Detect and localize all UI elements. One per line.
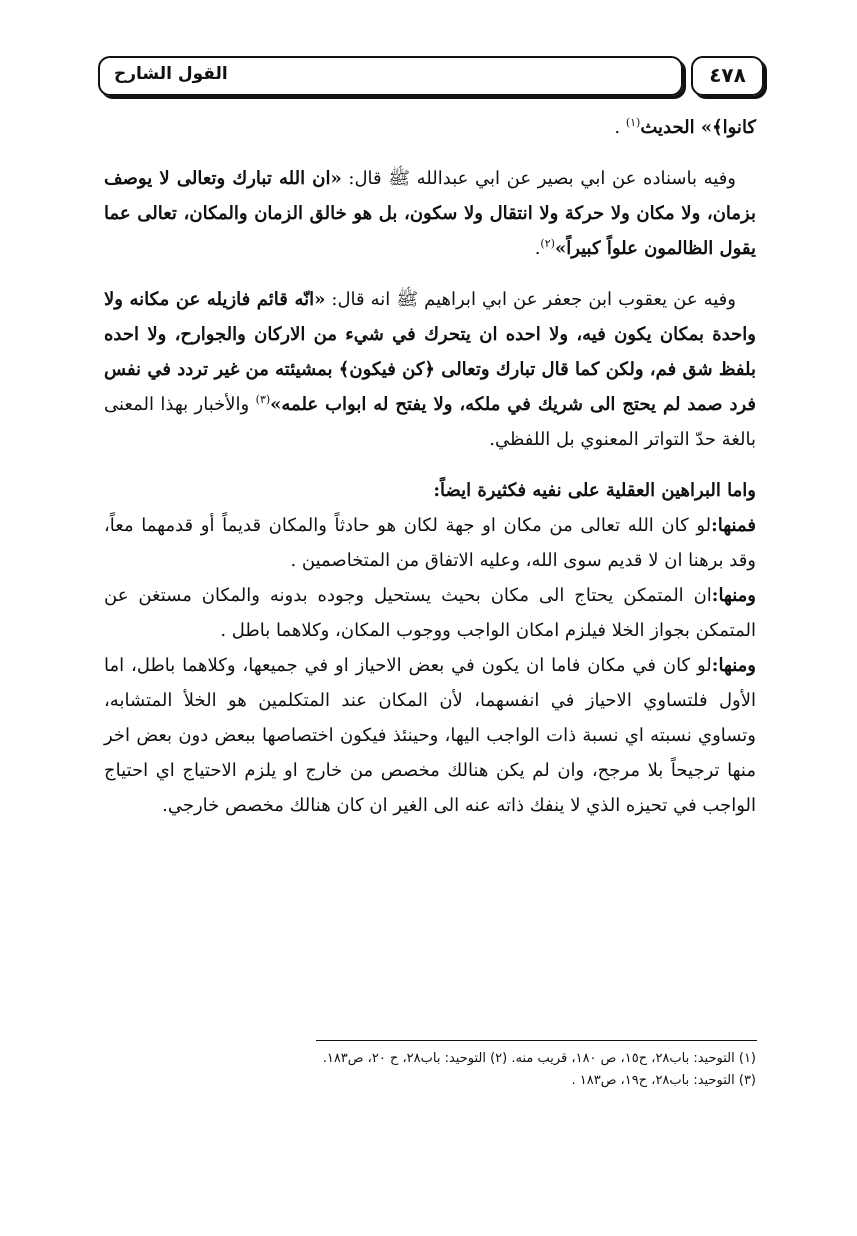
footnote-divider [316, 1040, 757, 1041]
main-text [104, 110, 756, 823]
hadith-quote: «انّه قائم فازيله عن مكانه ولا واحدة بمكان يكون فيه، ولا احده ان يتحرك في شيء من الاركان والجوارح، ولا احده بلفظ شق فم، ولكن كما قال تبارك وتعالى ﴿كن فيكون﴾ بمشيئته من غير تردد في نفس فرد صمد لم يحتج الى شريك في ملكه، ولا يفتح له ابواب علمه» [104, 289, 756, 415]
footnote-ref-3: (٣) [255, 393, 271, 406]
argument-lead: ومنها: [711, 585, 756, 606]
footnote-line-2: (٣) التوحيد: باب٢٨، ح١٩، ص١٨٣ . [571, 1073, 756, 1088]
argument-text: لو كان الله تعالى من مكان او جهة لكان هو حادثاً والمكان قديماً أو قدمهما معاً، وقد برهنا ان لا قديم سوى الله، وعليه الاتفاق من المتخاصمين . [104, 515, 756, 571]
footnote-ref-1: (١) [625, 116, 641, 129]
argument-text: لو كان في مكان فاما ان يكون في بعض الاحياز او في جميعها، وكلاهما باطل، اما الأول فلتساوي الاحياز في انفسهما، لأن المكان عند المتكلمين هو الخلأ المتشابه، وتساوي نسبته اي نسبة ذات الواجب اليها، وحينئذ فيكون اختصاصها ببعض دون بعض اخر منها ترجيحاً بلا مرجح، وان لم يكن هنالك مخصص من خارج او يلزم الاحتياج اي احتياج الواجب في تحيزه الذي لا ينفك ذاته عنه الى الغير ان كان هنالك مخصص خارجي. [104, 655, 756, 816]
argument-1 [104, 508, 756, 578]
running-title: القول الشارح [114, 64, 228, 84]
footnote-ref-2: (٢) [540, 237, 555, 250]
section-heading: واما البراهين العقلية على نفيه فكثيرة ايضاً: [433, 480, 756, 501]
narration-intro: وفيه عن يعقوب ابن جعفر عن ابي ابراهيم ﷺ انه قال: [331, 289, 736, 310]
commentary-text: والأخبار بهذا المعنى بالغة حدّ التواتر المعنوي بل اللفظي. [104, 394, 756, 450]
footnotes [104, 1048, 756, 1092]
argument-2 [104, 578, 756, 648]
argument-text: ان المتمكن يحتاج الى مكان بحيث يستحيل وجوده بدونه والمكان مستغن عن المتمكن بجواز الخلا فيلزم امكان الواجب ووجوب المكان، وكلاهما باطل . [104, 585, 756, 641]
paragraph-2: وفيه باسناده عن ابي بصير عن ابي عبدالله ﷺ قال: «ان الله تبارك وتعالى لا يوصف بزمان، ولا مكان ولا حركة ولا انتقال ولا سكون، بل هو خالق الزمان والمكان، تعالى عما يقول الظالمون علواً كبيراً»$^{(٢)}$. [104, 168, 756, 259]
footnote-line-1: (١) التوحيد: باب٢٨، ح١٥، ص ١٨٠، قريب منه. (٢) التوحيد: باب٢٨، ح ٢٠، ص١٨٣. [322, 1051, 756, 1066]
narration-intro: وفيه باسناده عن ابي بصير عن ابي عبدالله ﷺ قال: [348, 168, 736, 189]
argument-lead: فمنها: [711, 515, 756, 536]
running-title-frame [98, 56, 683, 96]
hadith-quote: «ان الله تبارك وتعالى لا يوصف بزمان، ولا مكان ولا حركة ولا انتقال ولا سكون، بل هو خالق الزمان والمكان، تعالى عما يقول الظالمون علواً كبيراً» [104, 168, 756, 259]
argument-lead: ومنها: [711, 655, 756, 676]
paragraph-3 [104, 282, 756, 457]
argument-3 [104, 648, 756, 823]
page-header [98, 56, 764, 102]
page-number: ٤٧٨ [691, 56, 764, 96]
quote-end: كانوا﴾» الحديث [640, 117, 756, 138]
paragraph-1: كانوا﴾» الحديث$^{(١)}$ . [614, 116, 756, 138]
